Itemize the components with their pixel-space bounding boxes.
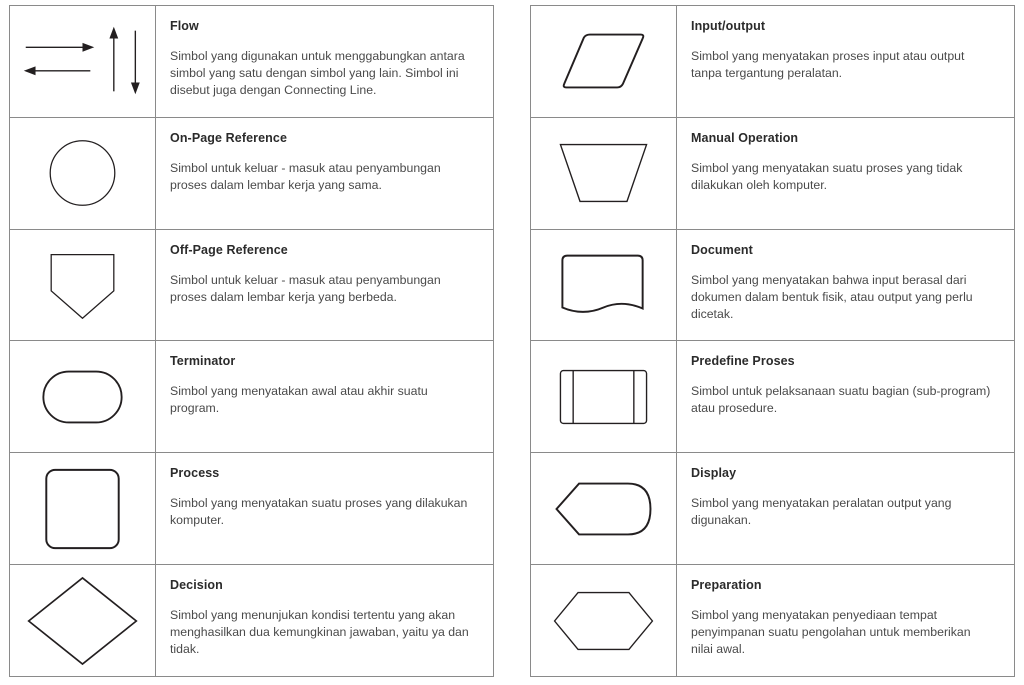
symbol-title: Process	[170, 466, 220, 481]
symbol-description: Simbol untuk pelaksanaan suatu bagian (sub-program) atau prosedure.	[691, 384, 991, 416]
trapezoid-symbol	[531, 118, 677, 229]
symbol-title: Decision	[170, 578, 223, 593]
description-cell	[156, 230, 493, 341]
symbol-description: Simbol yang menyatakan bahwa input berasal dari dokumen dalam bentuk fisik, atau output yang perlu dicetak.	[691, 272, 973, 321]
table-row	[531, 6, 1014, 118]
table-row	[10, 118, 493, 230]
symbol-title: On-Page Reference	[170, 130, 288, 145]
rounded-rectangle-symbol	[10, 453, 156, 564]
symbol-description: Simbol yang menyatakan penyediaan tempat penyimpanan suatu pengolahan untuk memberikan nilai awal.	[691, 608, 971, 657]
table-row	[531, 230, 1014, 342]
symbol-description: Simbol untuk keluar - masuk atau penyambungan proses dalam lembar kerja yang sama.	[170, 160, 441, 192]
right-symbol-table	[530, 5, 1015, 677]
parallelogram-symbol	[531, 6, 677, 117]
left-symbol-table	[9, 5, 494, 677]
symbol-title: Off-Page Reference	[170, 242, 288, 257]
document-wave-symbol	[531, 230, 677, 341]
symbol-title: Flow	[170, 19, 199, 33]
description-cell	[156, 6, 493, 117]
table-row	[10, 341, 493, 453]
table-row	[531, 341, 1014, 453]
description-cell	[677, 565, 1014, 676]
flow-arrows-symbol	[10, 6, 156, 117]
table-row	[531, 565, 1014, 677]
hexagon-symbol	[531, 565, 677, 676]
table-row	[531, 118, 1014, 230]
symbol-description: Simbol yang menyatakan awal atau akhir suatu program.	[170, 384, 428, 416]
symbol-description: Simbol yang digunakan untuk menggabungkan antara simbol yang satu dengan simbol yang lain. Simbol ini disebut juga dengan Connecting Line.	[170, 49, 465, 97]
symbol-description: Simbol yang menyatakan suatu proses yang tidak dilakukan oleh komputer.	[691, 160, 963, 192]
symbol-title: Display	[691, 466, 737, 481]
description-cell	[677, 6, 1014, 117]
table-row	[10, 230, 493, 342]
table-row	[10, 6, 493, 118]
symbol-description: Simbol yang menyatakan suatu proses yang dilakukan komputer.	[170, 496, 468, 528]
symbol-description: Simbol yang menyatakan proses input atau output tanpa tergantung peralatan.	[691, 49, 965, 80]
symbol-title: Manual Operation	[691, 130, 799, 145]
table-row	[10, 565, 493, 677]
predefined-process-symbol	[531, 341, 677, 452]
table-row	[10, 453, 493, 565]
symbol-title: Document	[691, 242, 753, 257]
diamond-symbol	[10, 565, 156, 676]
symbol-title: Predefine Proses	[691, 354, 795, 369]
description-cell	[156, 118, 493, 229]
description-cell	[156, 341, 493, 452]
symbol-description: Simbol yang menyatakan peralatan output yang digunakan.	[691, 496, 952, 528]
symbol-title: Terminator	[170, 354, 236, 369]
description-cell	[156, 453, 493, 564]
description-cell	[677, 230, 1014, 341]
symbol-title: Input/output	[691, 19, 766, 33]
pentagon-down-symbol	[10, 230, 156, 341]
description-cell	[677, 341, 1014, 452]
description-cell	[677, 118, 1014, 229]
stadium-symbol	[10, 341, 156, 452]
circle-symbol	[10, 118, 156, 229]
display-symbol	[531, 453, 677, 564]
description-cell	[677, 453, 1014, 564]
symbol-description: Simbol yang menunjukan kondisi tertentu yang akan menghasilkan dua kemungkinan jawaban, yaitu ya dan tidak.	[170, 608, 469, 657]
description-cell	[156, 565, 493, 676]
table-row	[531, 453, 1014, 565]
symbol-title: Preparation	[691, 578, 762, 593]
symbol-description: Simbol untuk keluar - masuk atau penyambungan proses dalam lembar kerja yang berbeda.	[170, 272, 441, 304]
